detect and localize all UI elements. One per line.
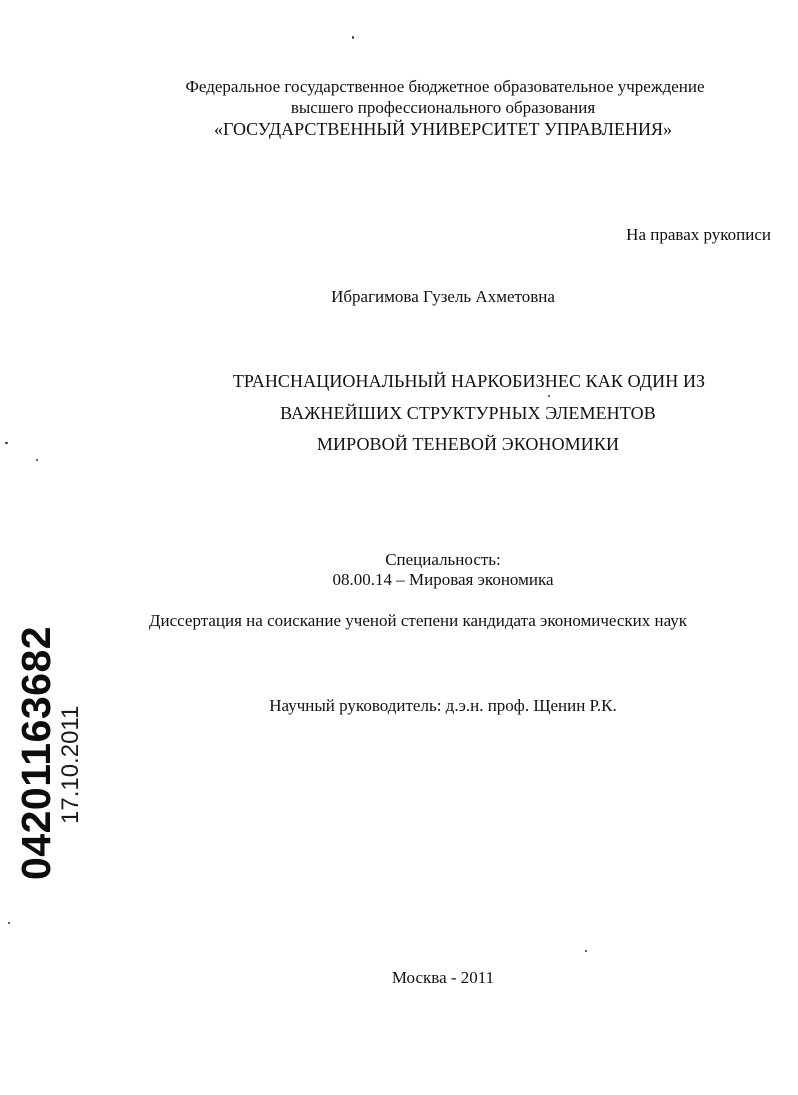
specialty-value: 08.00.14 – Мировая экономика	[332, 570, 554, 589]
institution-line-1: Федеральное государственное бюджетное образовательное учреждение	[185, 77, 705, 96]
scan-speck	[548, 395, 550, 397]
institution-name: «ГОСУДАРСТВЕННЫЙ УНИВЕРСИТЕТ УПРАВЛЕНИЯ»	[213, 119, 672, 139]
specialty-label: Специальность:	[385, 550, 501, 569]
author-name: Ибрагимова Гузель Ахметовна	[331, 287, 555, 306]
title-line-1: ТРАНСНАЦИОНАЛЬНЫЙ НАРКОБИЗНЕС КАК ОДИН ИЗ	[232, 371, 706, 391]
institution-line-2: высшего профессионального образования	[290, 98, 596, 117]
scan-speck	[8, 922, 10, 924]
scientific-advisor: Научный руководитель: д.э.н. проф. Щенин Р.К.	[269, 696, 617, 715]
stamp-date: 17.10.2011	[57, 705, 84, 824]
scan-speck	[36, 459, 38, 461]
dissertation-degree: Диссертация на соискание ученой степени кандидата экономических наук	[148, 611, 688, 630]
title-line-3: МИРОВОЙ ТЕНЕВОЙ ЭКОНОМИКИ	[316, 434, 620, 454]
stamp-number: 04201163682	[13, 625, 59, 880]
scan-speck	[5, 442, 8, 444]
city-year: Москва - 2011	[391, 968, 495, 987]
scan-speck	[352, 36, 354, 39]
manuscript-note: На правах рукописи	[626, 225, 771, 244]
scan-speck	[585, 950, 587, 952]
title-line-2: ВАЖНЕЙШИХ СТРУКТУРНЫХ ЭЛЕМЕНТОВ	[280, 403, 656, 423]
library-stamp	[13, 625, 114, 880]
